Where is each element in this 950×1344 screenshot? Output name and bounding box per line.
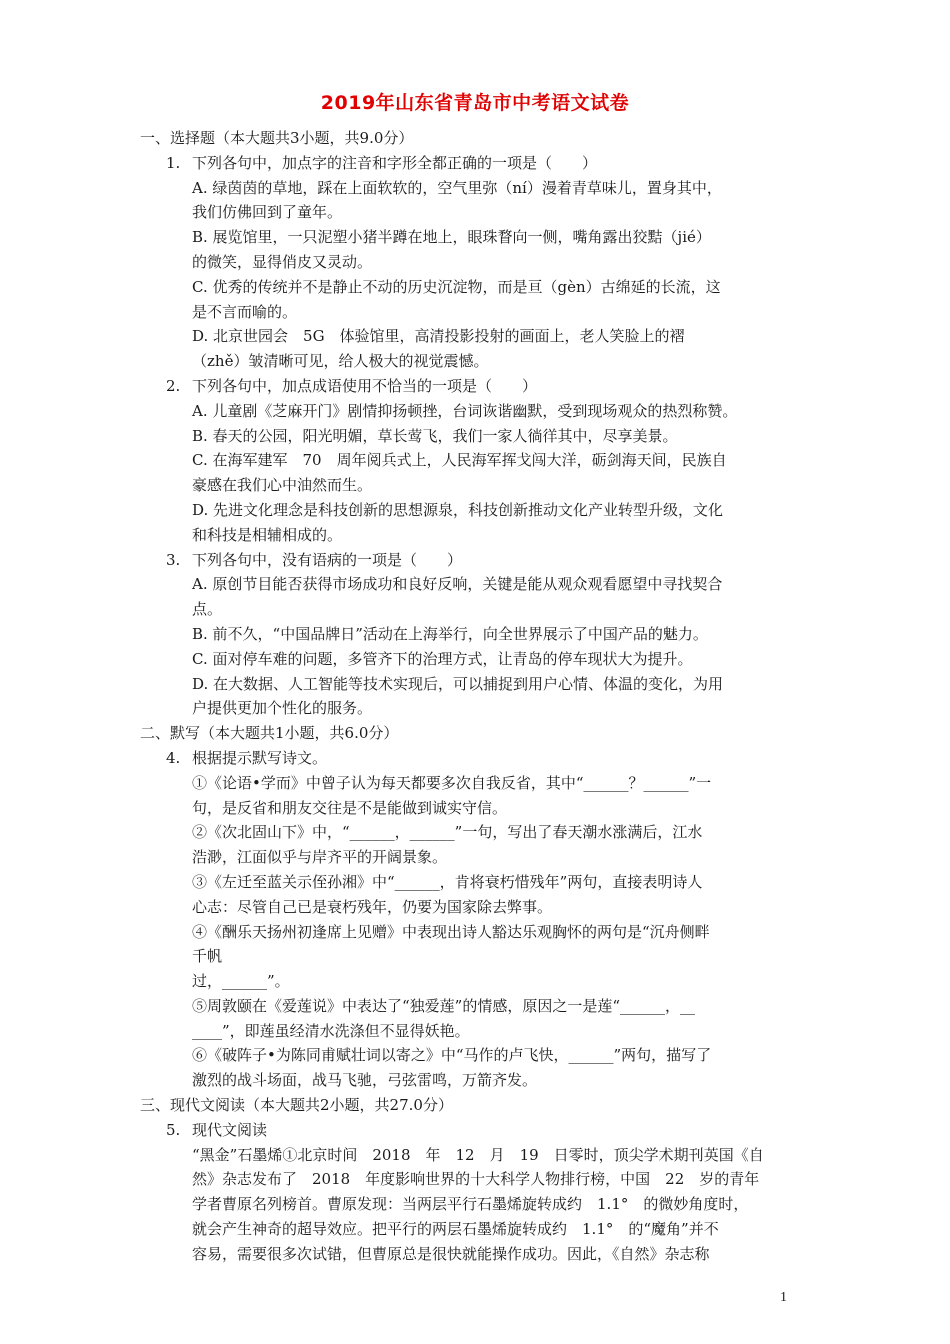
line-text: 过，______”。 [192,972,290,991]
question-text-line [140,771,800,796]
question-text-line [140,1143,800,1168]
exam-title: 2019年山东省青岛市中考语文试卷 [320,92,630,114]
question-text-line [140,944,800,969]
line-text: C. 面对停车难的问题，多管齐下的治理方式，让青岛的停车现状大为提升。 [192,649,693,668]
question-stem [140,1118,800,1143]
line-text: 我们仿佛回到了童年。 [192,203,343,222]
question-text-line [140,300,800,325]
question-text-line [140,1192,800,1217]
question-text-line [140,647,800,672]
question-number: 5. [166,1120,181,1139]
question-number: 2. [166,376,181,395]
line-text: 心志：尽管自己已是衰朽残年，仍要为国家除去弊事。 [192,897,553,916]
question-number: 4. [166,748,181,767]
line-text: ③《左迁至蓝关示侄孙湘》中“______，肯将衰朽惜残年”两句，直接表明诗人 [192,872,703,891]
line-text: C. 优秀的传统并不是静止不动的历史沉淀物，而是亘（gèn）古绵延的长流，这 [192,277,721,296]
line-text: 和科技是相辅相成的。 [192,525,343,544]
line-text: ⑤周敦颐在《爱莲说》中表达了“独爱莲”的情感，原因之一是莲“______，__ [192,996,696,1015]
question-stem [140,374,800,399]
question-text-line [140,200,800,225]
line-text: ①《论语•学而》中曾子认为每天都要多次自我反省，其中“______？______”一 [192,773,712,792]
line-text: B. 前不久，“中国品牌日”活动在上海举行，向全世界展示了中国产品的魅力。 [192,624,708,643]
question-text-line [140,696,800,721]
line-text: A. 儿童剧《芝麻开门》剧情抑扬顿挫，台词诙谐幽默，受到现场观众的热烈称赞。 [192,401,738,420]
line-text: A. 原创节目能否获得市场成功和良好反响，关键是能从观众观看愿望中寻找契合 [192,575,723,594]
line-text: 三、现代文阅读（本大题共2小题，共27.0分） [140,1096,453,1115]
line-text: 一、选择题（本大题共3小题，共9.0分） [140,129,414,147]
line-text: 的微笑，显得俏皮又灵动。 [192,252,373,271]
line-text: ____”，即莲虽经清水洗涤但不显得妖艳。 [192,1021,470,1040]
line-text: D. 北京世园会 5G 体验馆里，高清投影投射的画面上，老人笑脸上的褶 [192,327,685,346]
section-heading [140,1093,800,1118]
section-heading [140,126,800,151]
question-text-line [140,1043,800,1068]
question-text-line [140,225,800,250]
line-text: 是不言而喻的。 [192,302,298,321]
line-text: ②《次北固山下》中，“______，______”一句，写出了春天潮水涨满后，江水 [192,823,703,842]
line-text: 千帆 [192,947,223,966]
line-text: 下列各句中，加点字的注音和字形全都正确的一项是（ ） [192,153,598,172]
question-text-line [140,424,800,449]
question-text-line [140,572,800,597]
line-text: 然》杂志发布了 2018 年度影响世界的十大科学人物排行榜，中国 22 岁的青年 [192,1170,760,1189]
line-text: 二、默写（本大题共1小题，共6.0分） [140,724,399,743]
exam-content [140,126,800,1267]
line-text: 句，是反省和朋友交往是不是能做到诚实守信。 [192,798,508,817]
question-text-line [140,796,800,821]
question-text-line [140,994,800,1019]
question-stem [140,151,800,176]
question-text-line [140,672,800,697]
question-stem [140,746,800,771]
question-number: 3. [166,550,181,569]
question-number: 1. [166,153,181,172]
line-text: C. 在海军建军 70 周年阅兵式上，人民海军挥戈闯大洋，砺剑海天间，民族自 [192,451,727,470]
question-text-line [140,845,800,870]
line-text: “黑金”石墨烯①北京时间 2018 年 12 月 19 日零时，顶尖学术期刊英国《自 [192,1145,764,1164]
line-text: 就会产生神奇的超导效应。把平行的两层石墨烯旋转成约 1.1° 的“魔角”并不 [192,1220,719,1239]
question-text-line [140,1217,800,1242]
line-text: ⑥《破阵子•为陈同甫赋壮词以寄之》中“马作的卢飞快，______”两句，描写了 [192,1046,712,1065]
question-stem [140,548,800,573]
page-number: 1 [780,1290,787,1305]
line-text: 下列各句中，没有语病的一项是（ ） [192,550,463,569]
line-text: A. 绿茵茵的草地，踩在上面软软的，空气里弥（ní）漫着青草味儿，置身其中， [192,178,722,197]
line-text: 豪感在我们心中油然而生。 [192,476,373,495]
line-text: 根据提示默写诗文。 [192,748,328,767]
question-text-line [140,1068,800,1093]
question-text-line [140,349,800,374]
question-text-line [140,969,800,994]
question-text-line [140,920,800,945]
line-text: 容易，需要很多次试错，但曹原总是很快就能操作成功。因此，《自然》杂志称 [192,1244,710,1263]
question-text-line [140,275,800,300]
line-text: 点。 [192,600,223,619]
line-text: 学者曹原名列榜首。曹原发现：当两层平行石墨烯旋转成约 1.1° 的微妙角度时， [192,1195,749,1214]
line-text: 现代文阅读 [192,1120,268,1139]
question-text-line [140,597,800,622]
question-text-line [140,1167,800,1192]
question-text-line [140,622,800,647]
question-text-line [140,448,800,473]
line-text: D. 在大数据、人工智能等技术实现后，可以捕捉到用户心情、体温的变化，为用 [192,674,724,693]
line-text: ④《酬乐天扬州初逢席上见赠》中表现出诗人豁达乐观胸怀的两句是“沉舟侧畔 [192,922,710,941]
line-text: 户提供更加个性化的服务。 [192,699,373,718]
line-text: D. 先进文化理念是科技创新的思想源泉，科技创新推动文化产业转型升级，文化 [192,500,724,519]
question-text-line [140,820,800,845]
question-text-line [140,1242,800,1267]
question-text-line [140,473,800,498]
question-text-line [140,523,800,548]
question-text-line [140,870,800,895]
line-text: B. 展览馆里，一只泥塑小猪半蹲在地上，眼珠瞀向一侧，嘴角露出狡黠（jié） [192,228,711,247]
section-heading [140,721,800,746]
line-text: B. 春天的公园，阳光明媚，草长莺飞，我们一家人徜徉其中，尽享美景。 [192,426,678,445]
question-text-line [140,399,800,424]
question-text-line [140,1019,800,1044]
line-text: （zhě）皱清晰可见，给人极大的视觉震憾。 [192,352,489,371]
line-text: 浩渺，江面似乎与岸齐平的开阔景象。 [192,848,448,867]
question-text-line [140,176,800,201]
question-text-line [140,895,800,920]
line-text: 下列各句中，加点成语使用不恰当的一项是（ ） [192,376,538,395]
question-text-line [140,324,800,349]
question-text-line [140,498,800,523]
line-text: 激烈的战斗场面，战马飞驰，弓弦雷鸣，万箭齐发。 [192,1071,538,1090]
question-text-line [140,250,800,275]
